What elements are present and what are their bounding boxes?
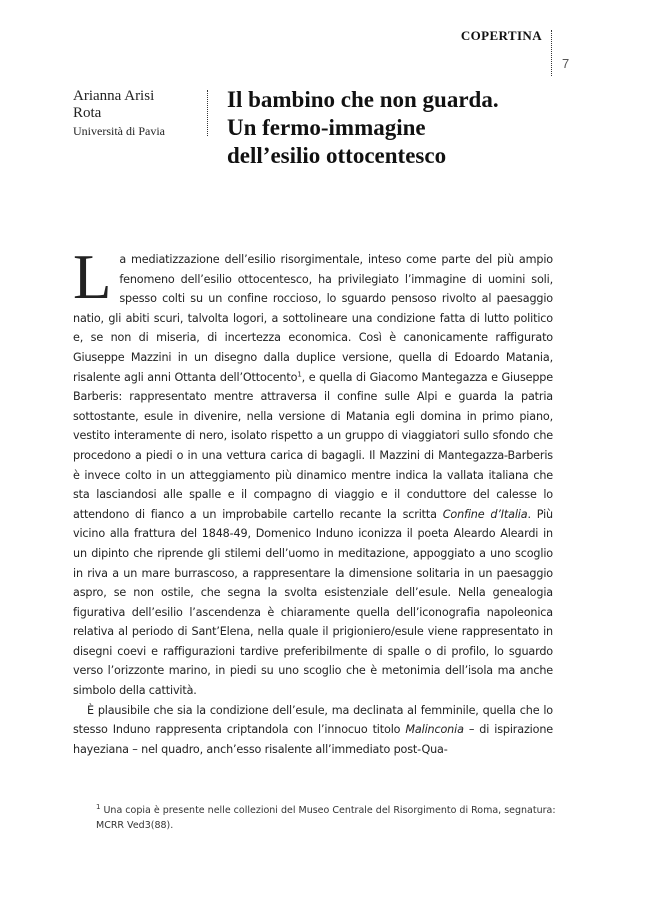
paragraph-1 [73, 242, 553, 701]
footnote [96, 803, 566, 833]
author-block [73, 88, 198, 139]
title-line-1: Il bambino che non guarda. [227, 87, 499, 112]
footnote-number: 1 [96, 802, 101, 811]
paragraph-1-text-b: , e quella di Giacomo Mantegazza e Giuseppe Barberis: rappresentato mentre attraversa il confine sulle Alpi e guarda la patria sottostante, esule in divenire, nella versione di Matania egli domina in primo piano, vestito interamente di nero, isolato rispetto a un gruppo di viaggiatori sullo sfondo che procedono a piedi o in una vettura carica di bagagli. Il Mazzini di Mantegazza-Barberis è invece colto in un atteggiamento più dinamico mentre indica la vallata italiana che sta lasciandosi alle spalle e il compagno di viaggio e il conduttore del calesse lo attendono di fianco a un improbabile cartello recante la scritta [73, 370, 553, 521]
paragraph-1-text-c: . Più vicino alla frattura del 1848-49, Domenico Induno iconizza il poeta Aleardo Aleardi in un dipinto che riprende gli stilemi dell’uomo in meditazione, appoggiato a uno scoglio in riva a un mare burrascoso, a rappresentare la dimensione solitaria in un paesaggio aspro, se non ostile, che segna la svolta esistenziale dell’esule. Nella genealogia figurativa dell’esilio l’ascendenza è chiaramente quella dell’iconografia napoleonica relativa al periodo di Sant’Elena, nella quale il prigioniero/esule viene rappresentato in disegni coevi e raffigurazioni tardive preferibilmente di spalle o di profilo, lo sguardo verso l’orizzonte marino, in piedi su uno scoglio che è metonimia dell’isola ma anche simbolo della cattività. [73, 507, 553, 698]
author-name-line2: Rota [73, 105, 102, 121]
paragraph-2 [73, 701, 553, 760]
drop-cap: L [73, 242, 112, 312]
author-name-line1: Arianna Arisi [73, 88, 155, 104]
paragraph-1-italic: Confine d’Italia [442, 507, 528, 521]
title-divider [207, 90, 208, 136]
paragraph-2-text-b: – di ispirazione hayeziana – nel quadro, anch’esso risalente all’immediato post-Qua- [73, 723, 554, 756]
article-title [227, 86, 587, 170]
header-divider [551, 30, 552, 76]
paragraph-2-text-a: È plausibile che sia la condizione dell’esule, ma declinata al femminile, quella che lo stesso Induno rappresenta criptandola con l’innocuo titolo [73, 703, 553, 737]
section-label: COPERTINA [460, 28, 542, 43]
article-body [73, 242, 554, 759]
paragraph-2-italic: Malinconia [405, 723, 464, 737]
page-number: 7 [562, 56, 570, 71]
author-affiliation: Università di Pavia [73, 124, 165, 138]
title-line-3: dell’esilio ottocentesco [227, 143, 447, 168]
paragraph-1-text-a: a mediatizzazione dell’esilio risorgimentale, inteso come parte del più ampio fenomeno dell’esilio ottocentesco, ha privilegiato l’immagine di uomini soli, spesso colti su un confine roccioso, lo sguardo pensoso rivolto al paesaggio natio, gli abiti scuri, talvolta logori, a sottolineare una condizione fatta di lutto politico e, se non di miseria, di incertezza economica. Così è canonicamente raffigurato Giuseppe Mazzini in un disegno dalla duplice versione, quella di Edoardo Matania, risalente agli anni Ottanta dell’Ottocento [73, 253, 553, 384]
title-line-2: Un fermo-immagine [227, 115, 426, 140]
footnote-text: Una copia è presente nelle collezioni del Museo Centrale del Risorgimento di Roma, segnatura: MCRR Ved3(88). [96, 805, 556, 831]
footnote-reference[interactable]: 1 [297, 369, 302, 378]
